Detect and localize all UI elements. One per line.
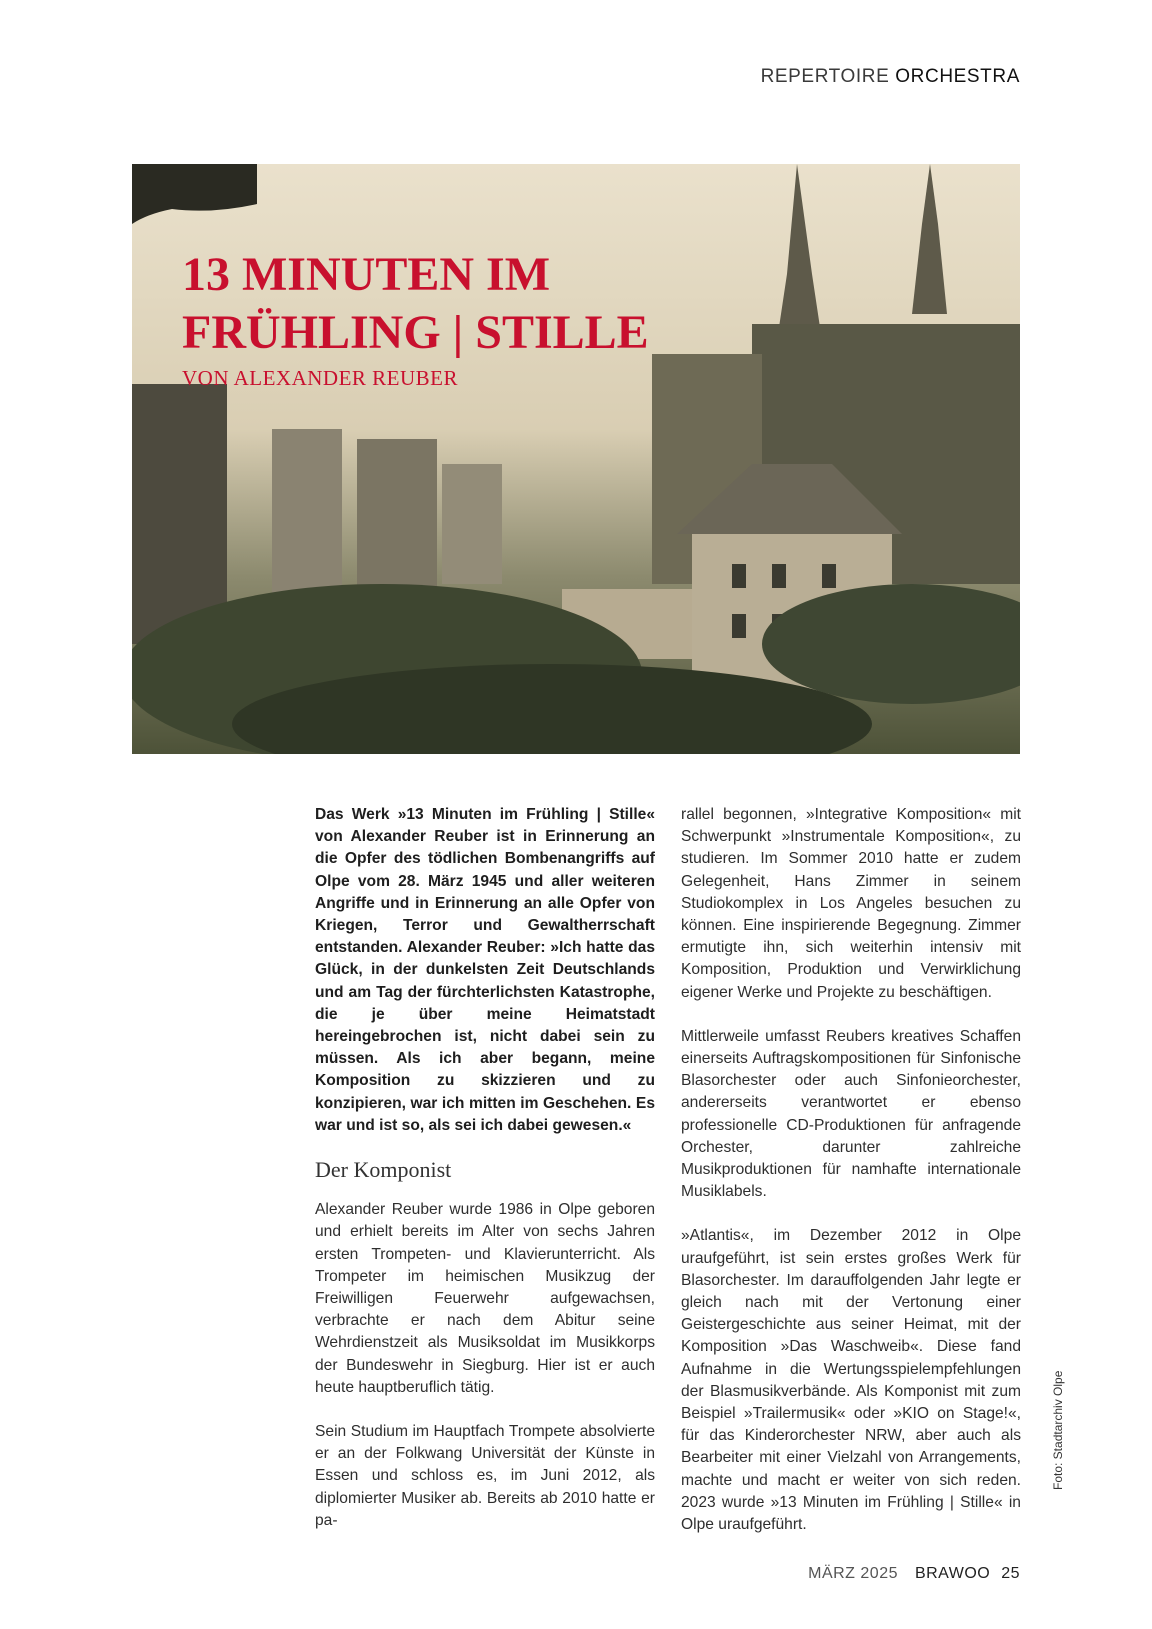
title-line-2: FRÜHLING | STILLE bbox=[182, 306, 649, 359]
header-category: ORCHESTRA bbox=[895, 66, 1020, 87]
body-paragraph-1: Alexander Reuber wurde 1986 in Olpe geboren und erhielt bereits im Alter von sechs Jahren ersten Trompeten- und Klavierunterricht. Als Trompeter im heimischen Musikzug der Freiwilligen Feuerwehr aufgewachsen, verbrachte er nach dem Abitur seine Wehrdienstzeit als Musiksoldat im Musikkorps der Bundeswehr in Siegburg. Hier ist er auch heute hauptberuflich tätig. bbox=[315, 1201, 655, 1396]
text-column-left bbox=[315, 804, 655, 1554]
body-paragraph-3: Mittlerweile umfasst Reubers kreatives Schaffen einerseits Auftragskompositionen für Sinfonische Blasorchester oder auch Sinfonieorchester, andererseits verantwortet er ebenso professionelle CD-Produktionen für anfragende Orchester, darunter zahlreiche Musikproduktionen für namhafte internationale Musiklabels. bbox=[681, 1027, 1021, 1201]
running-header bbox=[761, 66, 1020, 88]
footer-magazine: BRAWOO bbox=[914, 1565, 991, 1582]
footer-date: MÄRZ 2025 bbox=[808, 1565, 898, 1582]
page-number: 25 bbox=[1001, 1565, 1020, 1582]
body-paragraph-4: »Atlantis«, im Dezember 2012 in Olpe uraufgeführt, ist sein erstes großes Werk für Blasorchester. Im darauffolgenden Jahr legte er gleich nach mit der Vertonung einer Geistergeschichte aus seiner Heimat, mit der Komposition »Das Waschweib«. Diese fand Aufnahme in die Wertungsspielempfehlungen der Blasmusikverbände. Als Komponist mit zum Beispiel »Trailermusik« oder »KIO on Stage!«, für das Kinderorchester NRW, aber auch als Bearbeiter mit einer Vielzahl von Arrangements, machte und macht er weiter von sich reden. 2023 wurde »13 Minuten im Frühling | Stille« in Olpe uraufgeführt. bbox=[681, 1227, 1021, 1534]
text-column-right bbox=[681, 804, 1021, 1558]
photo-credit: Foto: Stadtarchiv Olpe bbox=[1051, 1370, 1065, 1490]
body-paragraph-2-continued: rallel begonnen, »Integrative Komposition« mit Schwerpunkt »Instrumentale Komposition«, zu studieren. Im Sommer 2010 hatte er zudem Gelegenheit, Hans Zimmer in seinem Studiokomplex in Los Angeles besuchen zu können. Eine inspirierende Begegnung. Zimmer ermutigte ihn, sich weiterhin intensiv mit Komposition, Produktion und Verwirklichung eigener Werke und Projekte zu beschäftigen. bbox=[681, 806, 1021, 1001]
article-subtitle: VON ALEXANDER REUBER bbox=[182, 366, 458, 390]
article-title bbox=[182, 246, 649, 362]
lead-paragraph: Das Werk »13 Minuten im Frühling | Stille« von Alexander Reuber ist in Erinnerung an die Opfer des tödlichen Bombenangriffs auf Olpe vom 28. März 1945 und aller weiteren Angriffe und in Erinnerung an alle Opfer von Kriegen, Terror und Gewaltherrschaft entstanden. Alexander Reuber: »Ich hatte das Glück, in der dunkelsten Zeit Deutschlands und am Tag der fürchterlichsten Katastrophe, die je über meine Heimatstadt hereingebrochen ist, nicht dabei sein zu müssen. Als ich aber begann, meine Komposition zu skizzieren und zu konzipieren, war ich mitten im Geschehen. Es war und ist so, als sei ich dabei gewesen.« bbox=[315, 806, 655, 1134]
body-paragraph-2-start: Sein Studium im Hauptfach Trompete absolvierte er an der Folkwang Universität der Künste in Essen und schloss es, im Juni 2012, als diplomierter Musiker ab. Bereits ab 2010 hatte er pa- bbox=[315, 1423, 655, 1529]
hero-photo bbox=[132, 164, 1020, 754]
section-heading: Der Komponist bbox=[315, 1157, 452, 1183]
title-line-1: 13 MINUTEN IM bbox=[182, 248, 550, 301]
page-footer bbox=[808, 1565, 1020, 1583]
title-block bbox=[182, 246, 649, 391]
header-section: REPERTOIRE bbox=[760, 66, 890, 87]
